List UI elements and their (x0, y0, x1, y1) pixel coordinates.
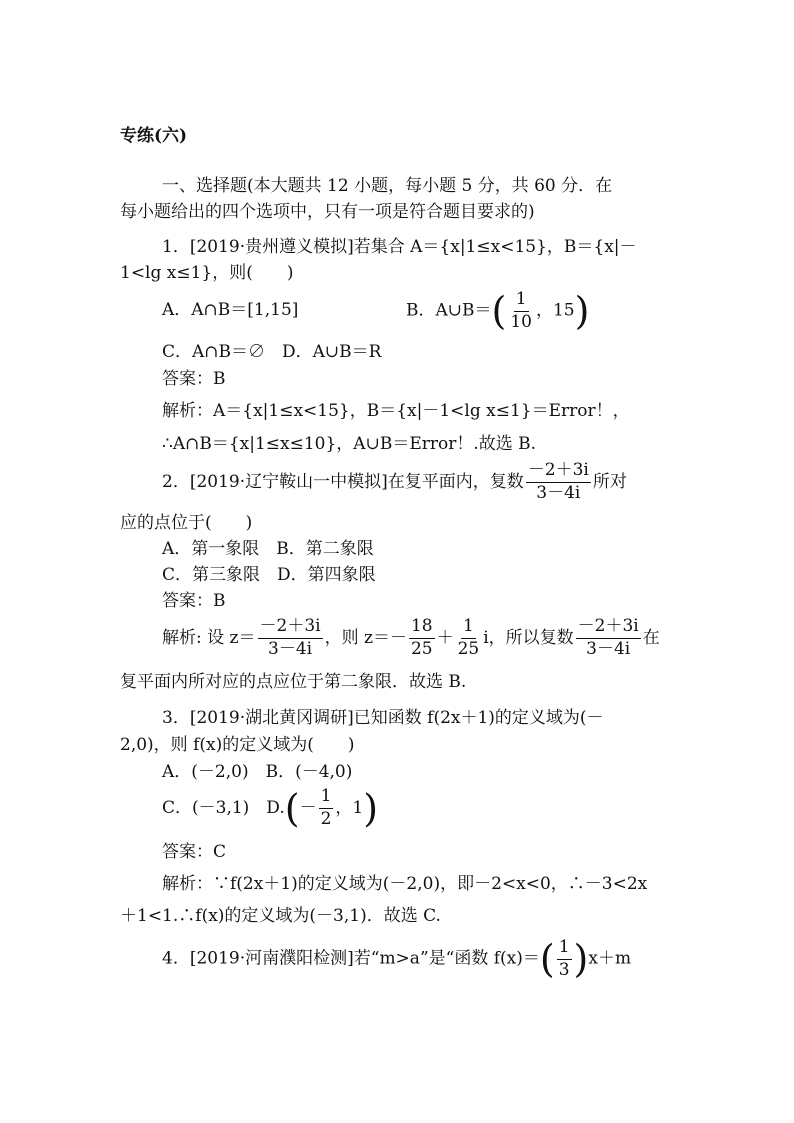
q2-solution-suffix: 在 (642, 628, 660, 648)
q2-solution-fraction-4 (576, 617, 641, 659)
q2-stem-prefix: 2．[2019·辽宁鞍山一中模拟]在复平面内，复数 (162, 472, 524, 492)
q3-solution-line1: 解析：∵f(2x＋1)的定义域为(－2,0)，即－2<x<0，∴－3<2x (162, 874, 648, 894)
page-title: 专练(六) (120, 126, 188, 146)
q3-options-ab: A．(－2,0) B．(－4,0) (162, 762, 353, 782)
fraction-numerator: 1 (461, 617, 476, 639)
q3-stem-line1: 3．[2019·湖北黄冈调研]已知函数 f(2x＋1)的定义域为(－ (162, 708, 604, 728)
right-paren-icon: ) (363, 786, 379, 831)
q3-solution-line2: ＋1<1.∴f(x)的定义域为(－3,1)．故选 C. (120, 906, 441, 926)
fraction-denominator: 3－4i (268, 639, 313, 659)
q2-complex-fraction (526, 461, 591, 503)
q2-stem-suffix: 所对 (592, 472, 627, 492)
fraction-denominator: 25 (410, 639, 433, 659)
q4-fraction (557, 938, 572, 980)
fraction-denominator: 3－4i (536, 483, 581, 503)
q2-solution-prefix: 解析: 设 z＝ (162, 628, 256, 648)
q2-solution-fraction-1 (258, 617, 323, 659)
left-paren-icon: ( (491, 289, 507, 334)
fraction-numerator: 1 (557, 938, 572, 960)
q3-answer: 答案：C (162, 842, 227, 862)
fraction-numerator: 1 (514, 290, 529, 312)
q4-stem-line1 (162, 938, 631, 980)
fraction-denominator: 3－4i (586, 639, 631, 659)
right-paren-icon: ) (574, 289, 590, 334)
q2-solution-fraction-3 (456, 617, 482, 659)
q3-stem-line2: 2,0)，则 f(x)的定义域为( ) (120, 735, 355, 755)
q2-answer: 答案：B (162, 591, 226, 611)
right-paren-icon: ) (573, 937, 589, 982)
q4-stem-suffix: x＋m (588, 948, 632, 969)
q2-solution-line1 (162, 612, 660, 664)
fraction-denominator: 2 (320, 809, 332, 829)
q2-stem-line2: 应的点位于( ) (120, 513, 253, 533)
q2-solution-text: ，则 z＝－ (324, 628, 407, 648)
q1-answer: 答案：B (162, 369, 226, 389)
q1-solution-line2: ∴A∩B＝{x|1≤x≤10}，A∪B＝Error！.故选 B. (162, 434, 537, 454)
q1-stem-line1: 1．[2019·贵州遵义模拟]若集合 A＝{x|1≤x<15}，B＝{x|－ (162, 237, 637, 257)
q1-solution-line1: 解析：A＝{x|1≤x<15}，B＝{x|－1<lg x≤1}＝Error！， (162, 401, 630, 421)
fraction-numerator: 1 (319, 787, 334, 809)
q4-stem-prefix: 4．[2019·河南濮阳检测]若“m>a”是“函数 f(x)＝ (162, 948, 540, 969)
q3-option-d-tail: ，1 (335, 798, 364, 818)
q2-stem-line1 (162, 456, 627, 508)
q1-stem-line2: 1<lg x≤1}，则( ) (120, 263, 294, 283)
fraction-numerator: －2＋3i (576, 617, 641, 639)
q2-options-cd: C．第三象限 D．第四象限 (162, 565, 376, 585)
q1-option-a: A．A∩B＝[1,15] (162, 300, 299, 320)
q1-option-b-tail: ，15 (535, 300, 575, 321)
minus-sign: － (299, 798, 317, 818)
fraction-numerator: －2＋3i (258, 617, 323, 639)
q1-options-cd: C．A∩B＝∅ D．A∪B＝R (162, 342, 382, 362)
plus-sign: ＋ (436, 628, 454, 648)
fraction-denominator: 3 (558, 959, 570, 980)
fraction-denominator: 10 (510, 311, 532, 332)
left-paren-icon: ( (284, 786, 300, 831)
fraction-denominator: 25 (457, 639, 480, 659)
q3-options-cd (162, 786, 378, 830)
left-paren-icon: ( (539, 937, 555, 982)
q2-solution-line2: 复平面内所对应的点应位于第二象限．故选 B. (120, 672, 467, 692)
q3-option-c: C．(－3,1) D. (162, 798, 285, 818)
q1-option-b-prefix: B．A∪B＝ (406, 300, 492, 321)
q1-option-b-fraction (508, 290, 534, 332)
fraction-numerator: 18 (409, 617, 435, 639)
q2-solution-text: i，所以复数 (483, 628, 574, 648)
q3-option-d-fraction (319, 787, 334, 829)
q2-options-ab: A．第一象限 B．第二象限 (162, 539, 374, 559)
section-header-line1: 一、选择题(本大题共 12 小题，每小题 5 分，共 60 分．在 (162, 176, 613, 196)
section-header-line2: 每小题给出的四个选项中，只有一项是符合题目要求的) (120, 202, 535, 222)
q1-option-b (406, 290, 589, 332)
fraction-numerator: －2＋3i (526, 461, 591, 483)
q2-solution-fraction-2 (409, 617, 435, 659)
